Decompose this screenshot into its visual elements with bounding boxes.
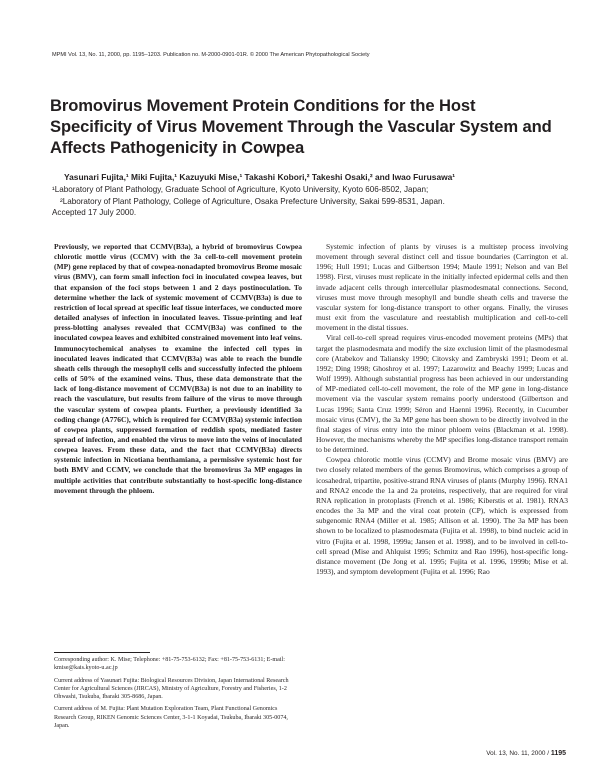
- affiliation-1: ¹Laboratory of Plant Pathology, Graduate School of Agriculture, Kyoto University, Kyoto 606-8502, Japan;: [52, 185, 429, 194]
- author-list: Yasunari Fujita,¹ Miki Fujita,¹ Kazuyuki Mise,¹ Takashi Kobori,² Takeshi Osaki,² and Iwao Furusawa¹: [64, 172, 456, 182]
- affiliations-block: [52, 184, 572, 219]
- right-column: [316, 242, 568, 577]
- accepted-date: Accepted 17 July 2000.: [52, 208, 137, 218]
- footnote-address-2: Current address of M. Fujita: Plant Mutation Exploration Team, Plant Functional Genomics Research Group, RIKEN Genomic Sciences Center, 3-1-1 Koyadai, Tsukuba, Ibaraki 305-0074, Japan.: [54, 706, 288, 730]
- footnote-corresponding-author: Corresponding author: K. Mise; Telephone: +81-75-753-6132; Fax: +81-75-753-6131; E-mail: kmise@kais.kyoto-u.ac.jp: [54, 657, 285, 672]
- journal-citation-header: MPMI Vol. 13, No. 11, 2000, pp. 1195–1203. Publication no. M-2000-0901-01R. © 2000 The American Phytopathological Society: [52, 52, 370, 58]
- page-footer: [486, 750, 566, 757]
- footer-volume: Vol. 13, No. 11, 2000 /: [486, 750, 550, 757]
- body-paragraph-2: Viral cell-to-cell spread requires virus-encoded movement proteins (MPs) that target the plasmodesmata and modify the size exclusion limit of the plasmodesmal core (Atabekov and Taliansky 1990; Citovsky and Zambryski 1991; Deom et al. 1992; Ding 1998; Ghoshroy et al. 1997; Lazarowitz and Beachy 1999; Lucas and Wolf 1999). Although substantial progress has been achieved in our understanding of MP-mediated cell-to-cell movement, the role of the MP gene in long-distance movement via the vascular system remains poorly understood (Gilbertson and Lucas 1996; Santa Cruz 1999; Séron and Haenni 1996). Recently, in Cucumber mosaic virus (CMV), the 3a MP gene has been shown to be directly involved in the final stages of virus entry into the minor phloem veins (Blackman et al. 1998). However, the mechanisms whereby the MP specifies long-distance transport remain to be determined.: [316, 333, 568, 455]
- affiliation-2: ²Laboratory of Plant Pathology, College of Agriculture, Osaka Prefecture University, Sakai 599-8531, Japan.: [60, 196, 445, 206]
- page-number: 1195: [550, 750, 566, 757]
- abstract: Previously, we reported that CCMV(B3a), a hybrid of bromovirus Cowpea chlorotic mottle virus (CCMV) with the 3a cell-to-cell movement protein (MP) gene replaced by that of cowpea-nonadapted bromovirus Brome mosaic virus (BMV), can form small infection foci in inoculated cowpea leaves, but that expansion of the foci stops between 1 and 2 days postinoculation. To determine whether the lack of systemic movement of CCMV(B3a) is due to restriction of local spread at specific leaf tissue interfaces, we conducted more detailed analyses of infection in inoculated leaves. Tissue-printing and leaf press-blotting analyses revealed that CCMV(B3a) was confined to the inoculated cowpea leaves and exhibited constrained movement into leaf veins. Immunocytochemical analyses to examine the infected cell types in inoculated leaves indicated that CCMV(B3a) was able to reach the bundle sheath cells through the mesophyll cells and successfully infected the phloem cells of 50% of the examined veins. Thus, these data demonstrate that the lack of long-distance movement of CCMV(B3a) is not due to an inability to reach the vasculature, but results from failure of the virus to move through the vascular system of cowpea plants. Further, a previously identified 3a coding change (A776C), which is required for CCMV(B3a) systemic infection of cowpea plants, suppressed formation of reddish spots, mediated faster spread of infection, and enabled the virus to move into the veins of inoculated cowpea leaves. From these data, and the fact that CCMV(B3a) directs systemic infection in Nicotiana benthamiana, a permissive systemic host for both BMV and CCMV, we conclude that the bromovirus 3a MP engages in multiple activities that contribute substantially to host-specific long-distance movement through the phloem.: [54, 242, 302, 495]
- left-column: [54, 242, 302, 496]
- footnotes: [54, 656, 300, 734]
- footnote-divider: [54, 652, 150, 653]
- body-paragraph-1: Systemic infection of plants by viruses is a multistep process involving movement through several distinct cell and tissue boundaries (Carrington et al. 1996; Hull 1991; Lucas and Gilbertson 1994; Maule 1991; Nelson and van Bel 1998). First, viruses must replicate in the initially infected epidermal cells and then invade adjacent cells through intercellular plasmodesmatal connections. Second, viruses must move through mesophyll and bundle sheath cells and traverse the vascular system for long-distance transport to other organs. Finally, the viruses must exit from the vasculature and reestablish multiplication and cell-to-cell movement in the distal tissues.: [316, 242, 568, 333]
- body-paragraph-3: Cowpea chlorotic mottle virus (CCMV) and Brome mosaic virus (BMV) are two closely related members of the genus Bromovirus, which comprises a group of icosahedral, tripartite, positive-strand RNA viruses of plants (Murphy 1996). RNA1 and RNA2 encode the 1a and 2a proteins, respectively, that are required for viral RNA replication in protoplasts (French et al. 1986; Kiberstis et al. 1981). RNA3 encodes the 3a MP and the viral coat protein (CP), which is expressed from subgenomic RNA4 (Miller et al. 1985; Allison et al. 1990). The 3a MP has been shown to be localized to plasmodesmata (Fujita et al. 1998), to bind nucleic acid in vitro (Fujita et al. 1998, 1999a; Jansen et al. 1998), and to be involved in cell-to-cell spread (Mise and Ahlquist 1995; Schmitz and Rao 1996), host-specific long-distance movement (De Jong et al. 1995; Fujita et al. 1996, 1999b; Mise et al. 1993), and symptom development (Fujita et al. 1996; Rao: [316, 455, 568, 576]
- footnote-address-1: Current address of Yasunari Fujita: Biological Resources Division, Japan International Research Center for Agricultural Sciences (JIRCAS), Ministry of Agriculture, Forestry and Fisheries, 1-2 Ohwashi, Tsukuba, Ibaraki 305-8686, Japan.: [54, 677, 289, 701]
- article-title: Bromovirus Movement Protein Conditions for the Host Specificity of Virus Movement Through the Vascular System and Affects Pathogenicity in Cowpea: [50, 96, 552, 157]
